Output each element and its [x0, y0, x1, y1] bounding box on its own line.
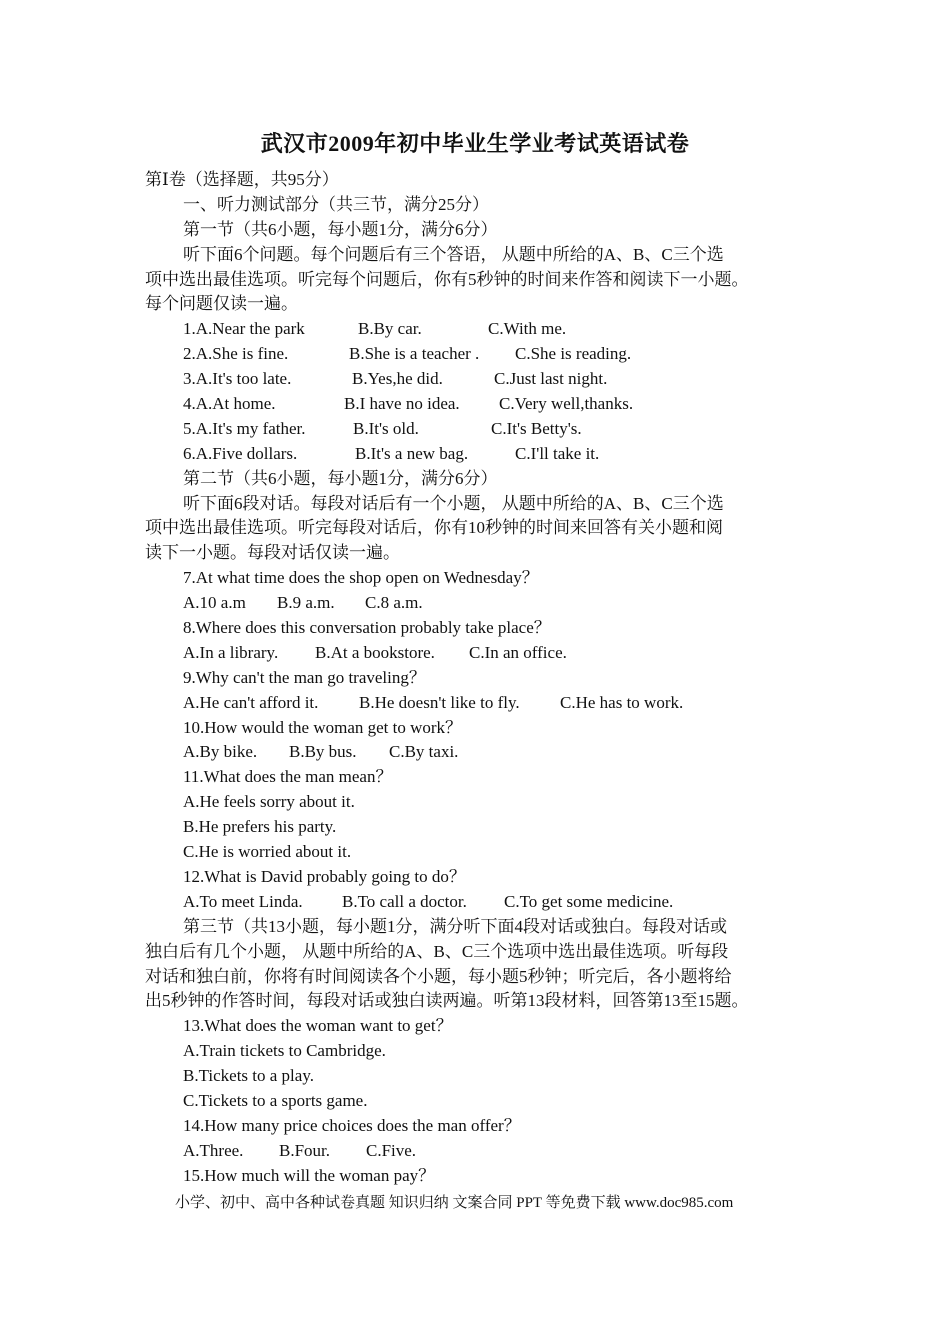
option-b: B.He prefers his party.: [183, 817, 337, 837]
exam-body: [145, 168, 825, 1189]
question-text: 11.What does the man mean？: [183, 767, 393, 787]
option-c: C.He is worried about it.: [183, 842, 352, 862]
option-a: 6.A.Five dollars.: [183, 443, 298, 463]
question-options: [145, 342, 825, 367]
option-b: B.Yes,he did.: [352, 369, 443, 389]
question-options: [145, 591, 825, 616]
question-options: [145, 641, 825, 666]
option-a: A.He feels sorry about it.: [183, 792, 355, 812]
question-options: [145, 317, 825, 342]
section3-instruction-line: 第三节（共13小题，每小题1分，满分听下面4段对话或独白。每段对话或: [183, 916, 727, 936]
option-a: A.Train tickets to Cambridge.: [183, 1041, 386, 1061]
question-options: [145, 1139, 825, 1164]
option-b: B.By car.: [358, 319, 422, 339]
section3-instruction-line: 出5秒钟的作答时间，每段对话或独白读两遍。听第13段材料，回答第13至15题。: [145, 991, 749, 1011]
option-b: B.9 a.m.: [277, 593, 335, 613]
option-b: B.By bus.: [289, 742, 357, 762]
question-text: 10.How would the woman get to work？: [183, 717, 463, 737]
option-b: B.He doesn't like to fly.: [359, 692, 520, 712]
option-a: A.In a library.: [183, 642, 279, 662]
option-b: B.At a bookstore.: [315, 642, 435, 662]
section2-instruction-line: 听下面6段对话。每段对话后有一个小题， 从题中所给的A、B、C三个选: [183, 493, 724, 513]
question-options: [145, 392, 825, 417]
option-c: C.He has to work.: [560, 692, 684, 712]
section3-instruction-line: 对话和独白前，你将有时间阅读各个小题，每小题5秒钟；听完后，各小题将给: [145, 966, 732, 986]
question-options: [145, 691, 825, 716]
option-b: B.It's a new bag.: [355, 443, 469, 463]
option-b: B.It's old.: [353, 418, 419, 438]
option-a: A.By bike.: [183, 742, 258, 762]
question-text: 13.What does the woman want to get？: [183, 1016, 453, 1036]
section1-instruction-line: 每个问题仅读一遍。: [145, 294, 298, 314]
option-b: B.I have no idea.: [344, 394, 460, 414]
section3-instruction-line: 独白后有几个小题， 从题中所给的A、B、C三个选项中选出最佳选项。听每段: [145, 941, 729, 961]
option-a: A.10 a.m: [183, 593, 246, 613]
option-b: B.To call a doctor.: [342, 891, 467, 911]
question-text: 8.Where does this conversation probably take place？: [183, 618, 551, 638]
option-c: C.By taxi.: [389, 742, 459, 762]
part-heading: 第Ⅰ卷（选择题，共95分）: [145, 170, 339, 189]
option-c: C.She is reading.: [515, 344, 632, 364]
page-footer: 小学、初中、高中各种试卷真题 知识归纳 文案合同 PPT 等免费下载 www.doc985.com: [175, 1195, 734, 1211]
question-text: 12.What is David probably going to do？: [183, 866, 466, 886]
question-text: 7.At what time does the shop open on Wednesday？: [183, 568, 539, 588]
option-a: A.He can't afford it.: [183, 692, 319, 712]
option-a: 5.A.It's my father.: [183, 418, 306, 438]
question-options: [145, 890, 825, 915]
option-a: 3.A.It's too late.: [183, 369, 292, 389]
section2-instruction-line: 读下一小题。每段对话仅读一遍。: [145, 543, 400, 563]
option-c: C.Five.: [366, 1140, 417, 1160]
option-a: 4.A.At home.: [183, 394, 276, 414]
section1-heading: 第一节（共6小题，每小题1分，满分6分）: [183, 219, 498, 239]
option-a: 2.A.She is fine.: [183, 344, 289, 364]
option-c: C.With me.: [488, 319, 567, 339]
option-a: A.To meet Linda.: [183, 891, 303, 911]
option-c: C.In an office.: [469, 642, 567, 662]
question-options: [145, 367, 825, 392]
question-text: 15.How much will the woman pay？: [183, 1165, 436, 1185]
question-options: [145, 442, 825, 467]
option-c: C.Very well,thanks.: [499, 394, 634, 414]
question-text: 14.How many price choices does the man offer？: [183, 1115, 521, 1135]
section1-instruction-line: 听下面6个问题。每个问题后有三个答语， 从题中所给的A、B、C三个选: [183, 244, 724, 264]
option-b: B.She is a teacher .: [349, 344, 480, 364]
question-text: 9.Why can't the man go traveling？: [183, 667, 426, 687]
section2-instruction-line: 项中选出最佳选项。听完每段对话后，你有10秒钟的时间来回答有关小题和阅: [145, 518, 723, 538]
section2-heading: 第二节（共6小题，每小题1分，满分6分）: [183, 468, 498, 488]
option-b: B.Four.: [279, 1140, 331, 1160]
listening-heading: 一、听力测试部分（共三节，满分25分）: [183, 194, 489, 214]
option-c: C.I'll take it.: [515, 443, 600, 463]
question-options: [145, 417, 825, 442]
page-title: 武汉市2009年初中毕业生学业考试英语试卷: [260, 131, 690, 156]
option-c: C.It's Betty's.: [491, 418, 582, 438]
option-c: C.Tickets to a sports game.: [183, 1090, 368, 1110]
option-a: A.Three.: [183, 1140, 244, 1160]
option-c: C.To get some medicine.: [504, 891, 674, 911]
section1-instruction-line: 项中选出最佳选项。听完每个问题后，你有5秒钟的时间来作答和阅读下一小题。: [145, 269, 749, 289]
option-b: B.Tickets to a play.: [183, 1066, 314, 1086]
question-options: [145, 740, 825, 765]
option-c: C.Just last night.: [494, 369, 608, 389]
option-a: 1.A.Near the park: [183, 319, 305, 339]
option-c: C.8 a.m.: [365, 593, 423, 613]
